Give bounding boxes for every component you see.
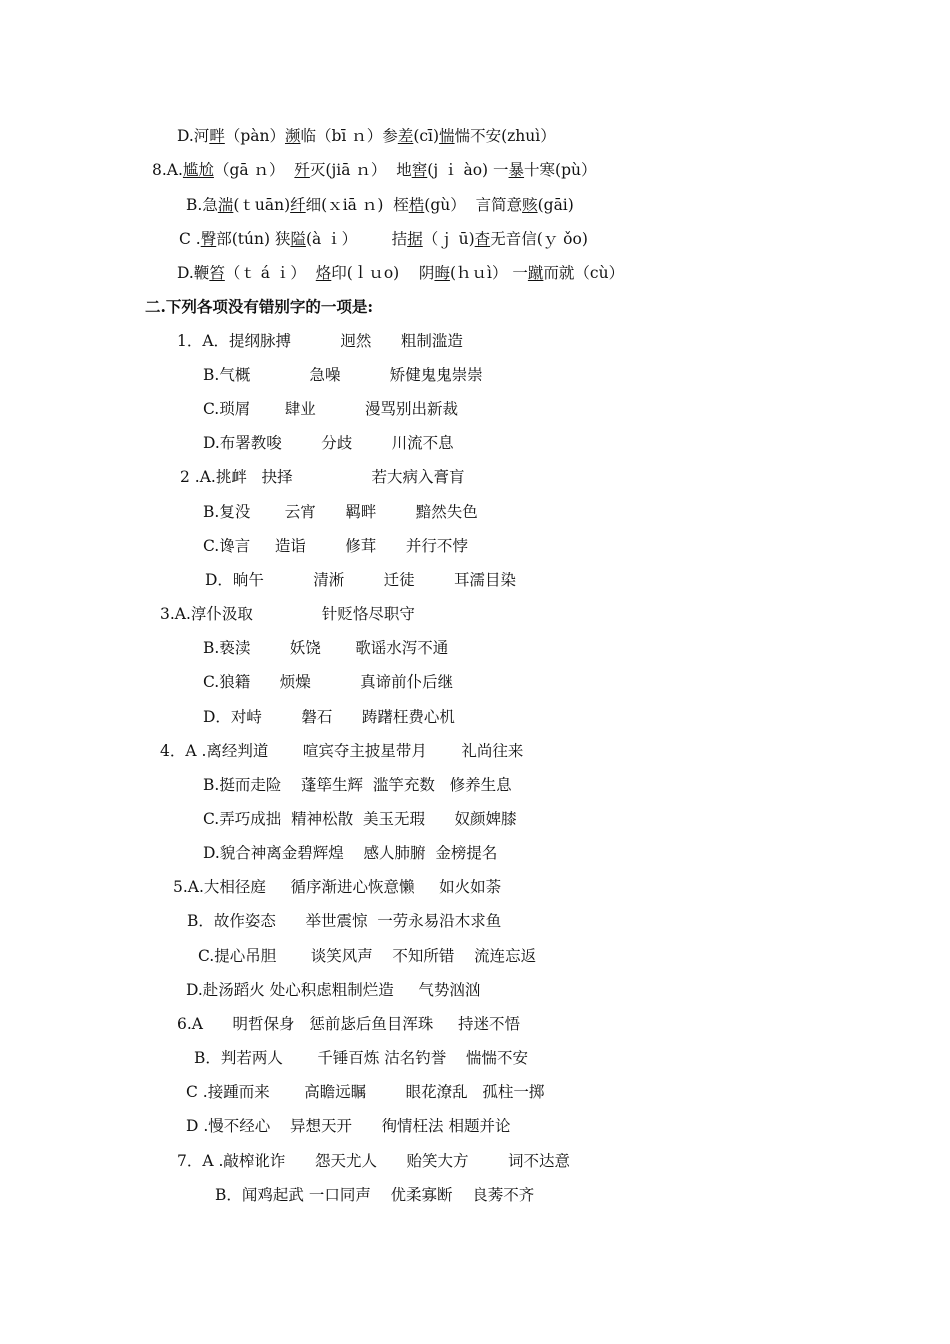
underlined-character: 蹴 <box>527 264 544 282</box>
underlined-character: 杳 <box>474 230 491 248</box>
q1-option-c: C.琐屑 肆业 漫骂别出新裁 <box>203 400 458 418</box>
line-text-segment: (gāi) <box>537 196 574 214</box>
underlined-character: 据 <box>407 230 423 248</box>
line-text-segment: （ｊ ū) <box>422 230 475 248</box>
q2-option-c: C.谗言 造诣 修茸 并行不悖 <box>203 537 468 555</box>
q1-option-b: B.气概 急噪 矫健鬼鬼崇崇 <box>203 366 483 384</box>
underlined-character: 尴尬 <box>182 161 214 179</box>
line-text-segment: 灭(jiā ｎ） 地 <box>309 161 412 179</box>
line-text-segment: (cī) <box>413 127 440 145</box>
q6-option-b: B．判若两人 千锤百炼 沽名钓誉 惴惴不安 <box>194 1049 529 1067</box>
line-text-segment: C . <box>179 230 201 248</box>
underlined-character: 隘 <box>290 230 306 248</box>
q7-option-d <box>177 126 556 146</box>
underlined-character: 笞 <box>209 264 225 282</box>
q7-option-b: B．闻鸡起武 一口同声 优柔寡断 良莠不齐 <box>215 1186 535 1204</box>
q5-option-b: B．故作姿态 举世震惊 一劳永易沿木求鱼 <box>187 912 502 930</box>
underlined-character: 暴 <box>508 161 525 179</box>
q2-option-a: 2 .A.挑衅 抉择 若大病入膏肓 <box>180 468 465 486</box>
q4-option-b: B.挺而走险 蓬筚生辉 滥竽充数 修养生息 <box>203 776 512 794</box>
line-text-segment: （pàn） <box>224 127 285 145</box>
q6-option-a: 6.A 明哲保身 惩前毖后鱼目浑珠 持迷不悟 <box>177 1015 520 1033</box>
underlined-character: 濒 <box>284 127 301 145</box>
q4-option-d: D.貌合神离金碧辉煌 感人肺腑 金榜提名 <box>203 844 498 862</box>
line-text-segment: 8.A. <box>152 161 183 179</box>
q8-option-a <box>152 160 597 180</box>
q6-option-c: C .接踵而来 高瞻远瞩 眼花潦乱 孤柱一掷 <box>186 1083 545 1101</box>
line-text-segment: 而就（cù） <box>543 264 625 282</box>
line-text-segment: (ｈｕì） 一 <box>449 264 528 282</box>
q5-option-a: 5.A.大相径庭 循序渐进心恢意懒 如火如荼 <box>173 878 502 896</box>
q4-option-a: 4．A .离经判道 喧宾夺主披星带月 礼尚往来 <box>160 742 524 760</box>
line-text-segment: B.急 <box>186 196 218 214</box>
underlined-character: 烙 <box>315 264 332 282</box>
q4-option-c: C.弄巧成拙 精神松散 美玉无瑕 奴颜婢膝 <box>203 810 517 828</box>
line-text-segment: 十寒(pù） <box>524 161 597 179</box>
line-text-segment: 部(tún) 狭 <box>216 230 291 248</box>
line-text-segment: （gā ｎ） <box>213 161 295 179</box>
section-two-heading: 二.下列各项没有错别字的一项是: <box>145 297 374 316</box>
underlined-character: 纤 <box>290 196 306 214</box>
q8-option-c <box>179 229 588 249</box>
line-text-segment: (j ｉ ào) 一 <box>427 161 509 179</box>
q7-option-a: 7．A .敲榨讹诈 怨天尤人 贻笑大方 词不达意 <box>177 1152 570 1170</box>
underlined-character: 窖 <box>411 161 428 179</box>
q2-option-b: B.复没 云宵 羁畔 黯然失色 <box>203 503 478 521</box>
q1-option-d: D.布署教唆 分歧 川流不息 <box>203 434 454 452</box>
line-text-segment: 细(ｘiā ｎ) 桎 <box>305 196 409 214</box>
underlined-character: 湍 <box>217 196 234 214</box>
line-text-segment: (gù） 言简意 <box>424 196 523 214</box>
underlined-character: 畔 <box>209 127 225 145</box>
underlined-character: 歼 <box>294 161 310 179</box>
underlined-character: 惴 <box>439 127 455 145</box>
q8-option-b <box>186 195 574 215</box>
line-text-segment: (ｔuān) <box>233 196 291 214</box>
q3-option-c: C.狼籍 烦燥 真谛前仆后继 <box>203 673 454 691</box>
underlined-character: 晦 <box>434 264 450 282</box>
q1-option-a: 1．A．提纲脉搏 迥然 粗制滥造 <box>177 332 463 350</box>
line-text-segment: 惴不安(zhuì） <box>454 127 556 145</box>
q5-option-d: D.赴汤蹈火 处心积虑粗制烂造 气势汹汹 <box>186 981 481 999</box>
line-text-segment: D.鞭 <box>177 264 210 282</box>
underlined-character: 赅 <box>522 196 538 214</box>
line-text-segment: （ｔ á ｉ） <box>224 264 316 282</box>
q2-option-d: D．晌午 清淅 迁徒 耳濡目染 <box>205 571 517 589</box>
line-text-segment: (à ｉ） 拮 <box>305 230 408 248</box>
q5-option-c: C.提心吊胆 谈笑风声 不知所错 流连忘返 <box>198 947 537 965</box>
underlined-character: 差 <box>397 127 414 145</box>
q3-option-a: 3.A.淳仆汲取 针贬恪尽职守 <box>160 605 415 623</box>
line-text-segment: 临（bī ｎ）参 <box>300 127 398 145</box>
q6-option-d: D .慢不经心 异想天开 徇情枉法 相题并论 <box>186 1117 511 1135</box>
underlined-character: 梏 <box>408 196 425 214</box>
q3-option-d: D．对峙 磐石 踌躇枉费心机 <box>203 708 455 726</box>
q3-option-b: B.亵渎 妖饶 歌谣水泻不通 <box>203 639 449 657</box>
line-text-segment: D.河 <box>177 127 210 145</box>
q8-option-d <box>177 263 624 283</box>
line-text-segment: 印(ｌｕo) 阴 <box>331 264 435 282</box>
line-text-segment: 无音信(ｙ ǒo) <box>490 230 588 248</box>
underlined-character: 臀 <box>200 230 217 248</box>
